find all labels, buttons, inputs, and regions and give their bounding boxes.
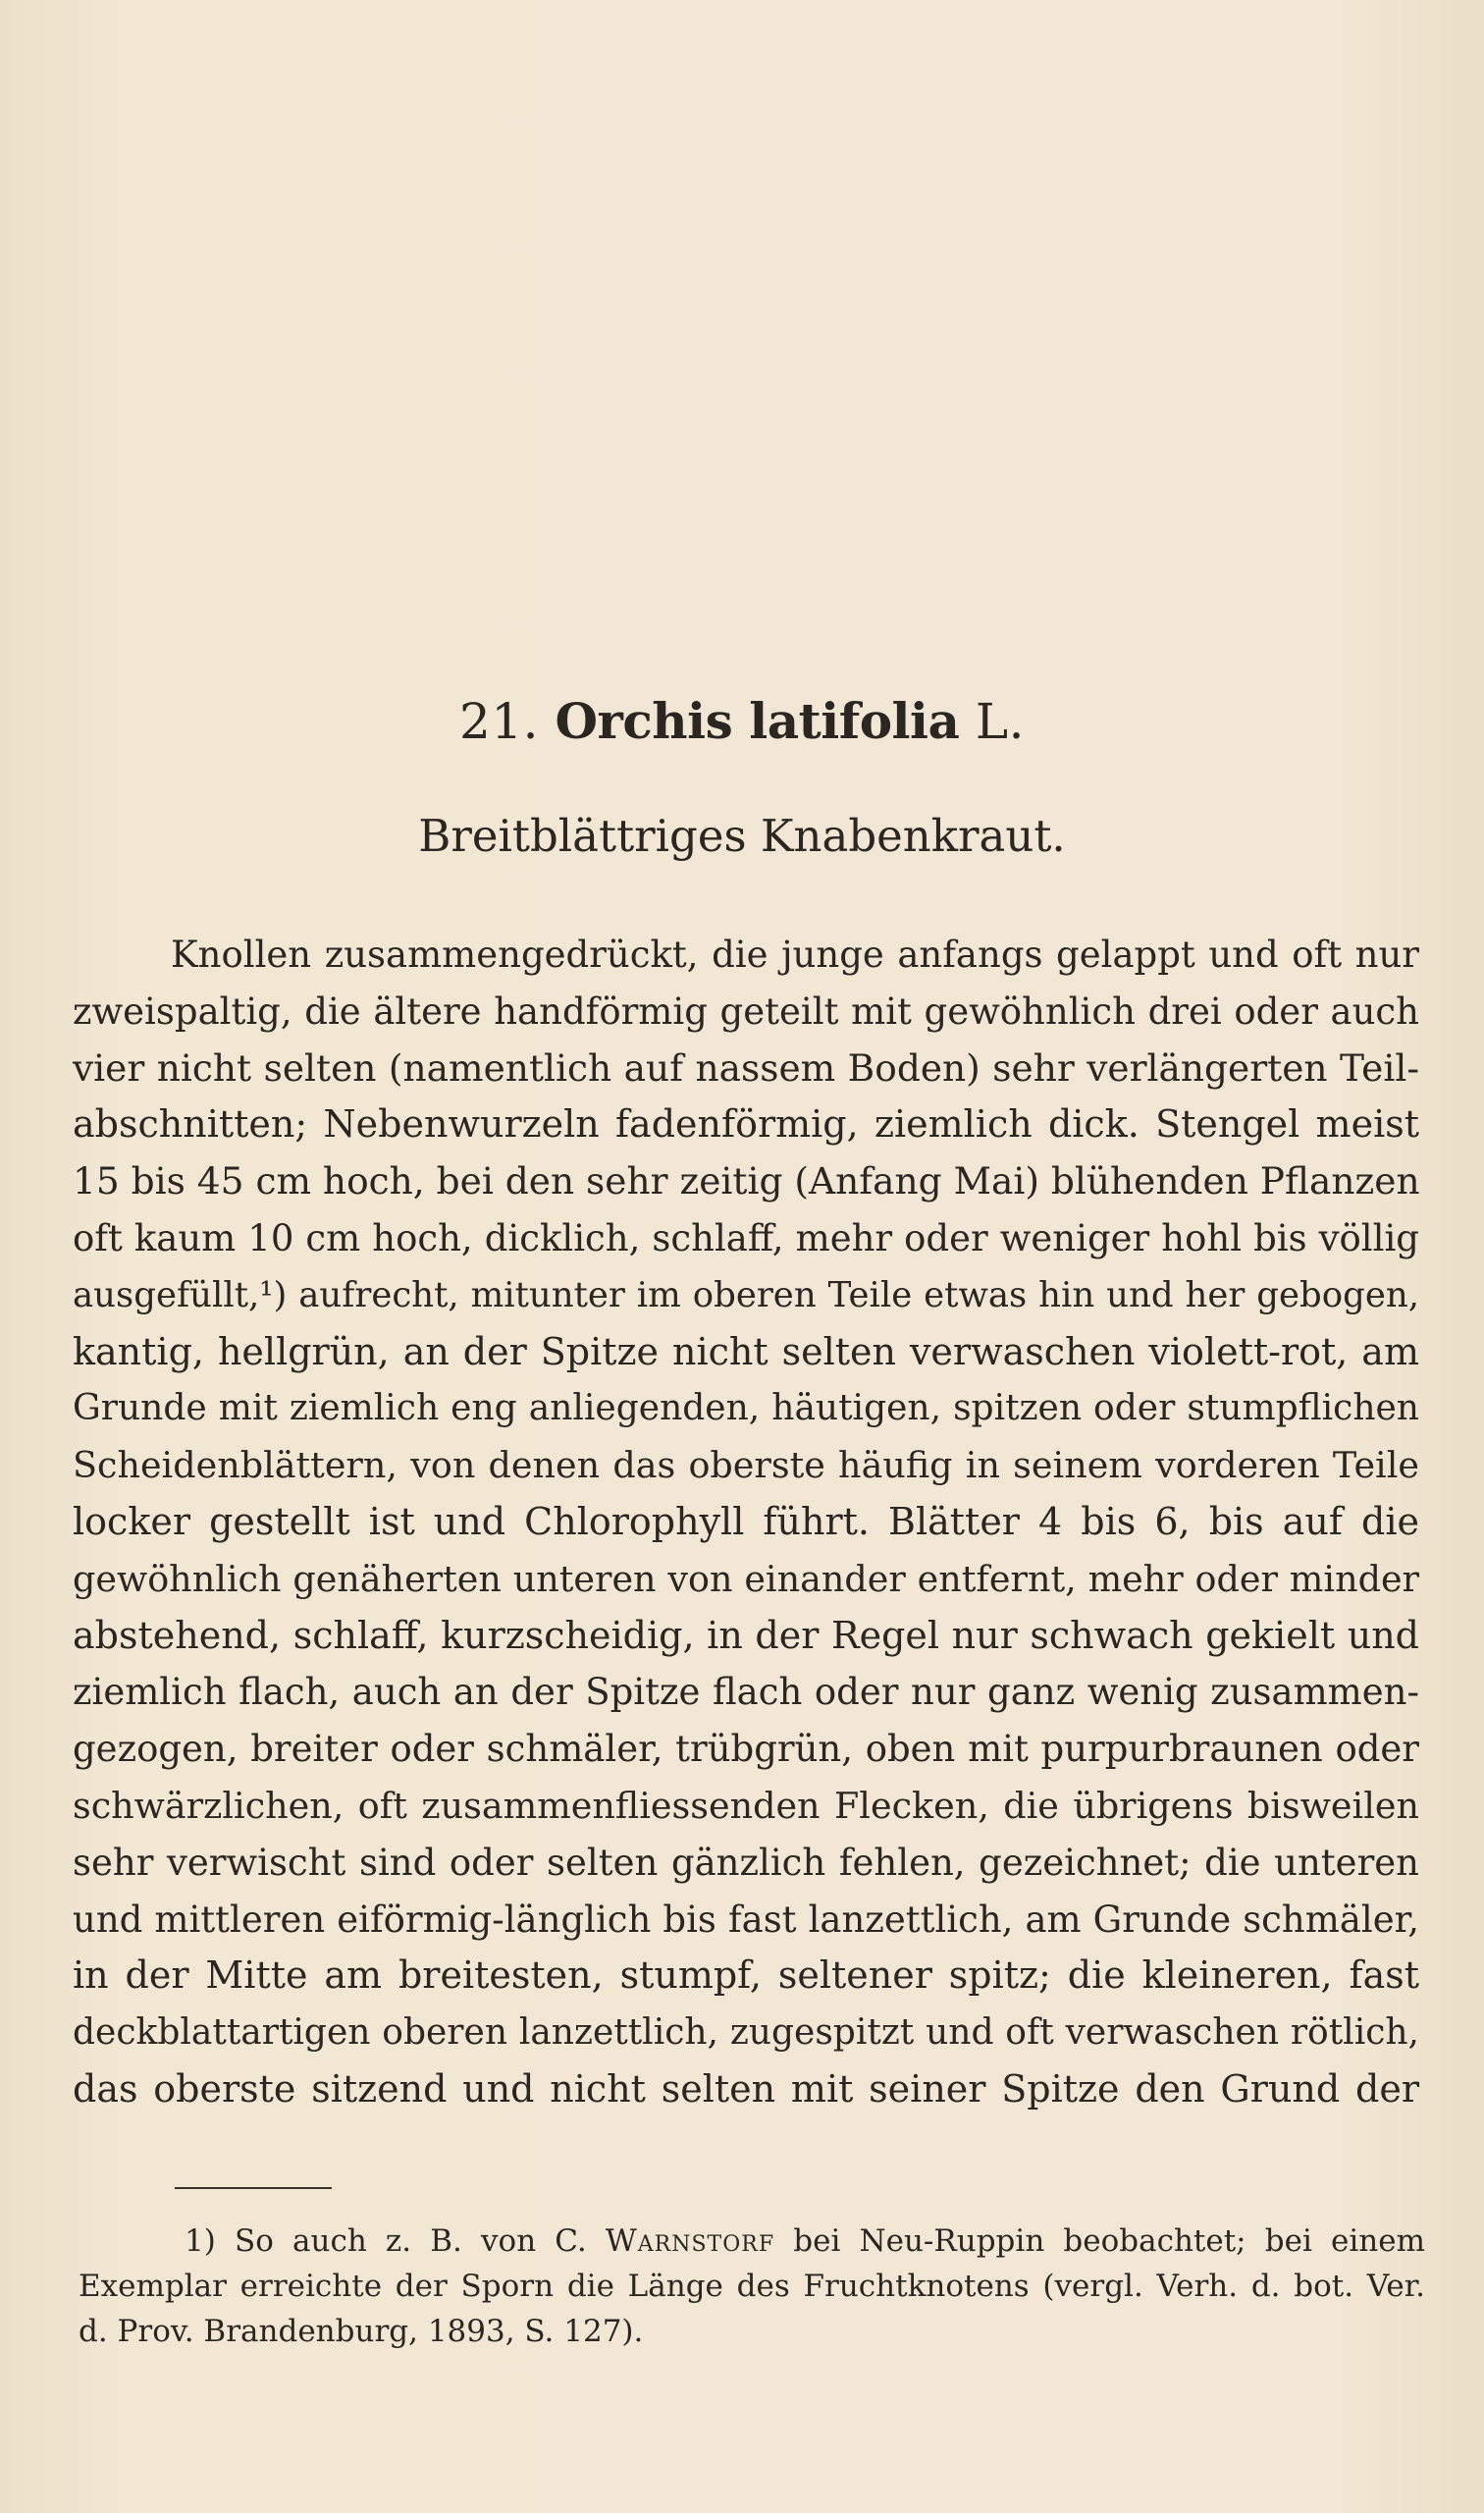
text-line: vier nicht selten (namentlich auf nassem Boden) sehr verlängerten Teil- bbox=[73, 1045, 1419, 1090]
text-line: abstehend, schlaff, kurzscheidig, in der Regel nur schwach gekielt und bbox=[73, 1613, 1419, 1657]
text-line: gewöhnlich genäherten unteren von einander entfernt, mehr oder minder bbox=[73, 1557, 1419, 1600]
common-name: Breitblättriges Knabenkraut. bbox=[418, 810, 1066, 862]
text-line: das oberste sitzend und nicht selten mit seiner Spitze den Grund der bbox=[73, 2066, 1419, 2111]
text-line: locker gestellt ist und Chlorophyll führt. Blätter 4 bis 6, bis auf die bbox=[73, 1499, 1419, 1543]
text-line: abschnitten; Nebenwurzeln fadenförmig, ziemlich dick. Stengel meist bbox=[73, 1102, 1419, 1147]
footnote-divider bbox=[175, 2187, 332, 2189]
footnote-line bbox=[79, 2219, 1425, 2264]
text-line: in der Mitte am breitesten, stumpf, seltener spitz; die kleineren, fast bbox=[73, 1953, 1419, 1998]
text-line: ausgefüllt,¹) aufrecht, mitunter im oberen Teile etwas hin und her gebogen, bbox=[73, 1274, 1419, 1315]
text-line: oft kaum 10 cm hoch, dicklich, schlaff, mehr oder weniger hohl bis völlig bbox=[73, 1216, 1419, 1259]
author-name: Warnstorf bbox=[605, 2223, 775, 2259]
footnote-line: Exemplar erreichte der Sporn die Länge des Fruchtknotens (vergl. Verh. d. bot. Ver. bbox=[79, 2269, 1425, 2304]
species-heading bbox=[0, 687, 1484, 756]
text-line: Scheidenblättern, von denen das oberste häufig in seinem vorderen Teile bbox=[73, 1444, 1419, 1487]
footnote bbox=[79, 2219, 1425, 2354]
footnote-marker: 1) bbox=[185, 2223, 216, 2259]
text-line: zweispaltig, die ältere handförmig geteilt mit gewöhnlich drei oder auch bbox=[73, 989, 1419, 1033]
text-line: ziemlich flach, auch an der Spitze flach oder nur ganz wenig zusammen- bbox=[73, 1671, 1419, 1714]
text-line: und mittleren eiförmig-länglich bis fast lanzettlich, am Grunde schmäler, bbox=[73, 1898, 1419, 1941]
species-number: 21. bbox=[459, 693, 540, 750]
text-line: 15 bis 45 cm hoch, bei den sehr zeitig (Anfang Mai) blühenden Pflanzen bbox=[73, 1159, 1420, 1203]
text-line: Grunde mit ziemlich eng anliegenden, häutigen, spitzen oder stumpflichen bbox=[73, 1388, 1419, 1429]
species-name: Orchis latifolia bbox=[555, 692, 960, 750]
footnote-text: So auch z. B. von C. bbox=[234, 2223, 587, 2259]
description-paragraph bbox=[73, 927, 1419, 2118]
species-author: L. bbox=[975, 693, 1025, 750]
footnote-text: bei Neu-Ruppin beobachtet; bei einem bbox=[793, 2223, 1425, 2259]
text-line: sehr verwischt sind oder selten gänzlich fehlen, gezeichnet; die unteren bbox=[73, 1841, 1419, 1884]
text-line: kantig, hellgrün, an der Spitze nicht selten verwaschen violett-rot, am bbox=[73, 1329, 1419, 1373]
text-line: Knollen zusammengedrückt, die junge anfangs gelappt und oft nur bbox=[171, 934, 1419, 976]
footnote-line: d. Prov. Brandenburg, 1893, S. 127). bbox=[79, 2314, 644, 2349]
text-line: gezogen, breiter oder schmäler, trübgrün, oben mit purpurbraunen oder bbox=[73, 1728, 1419, 1771]
text-line: deckblattartigen oberen lanzettlich, zugespitzt und oft verwaschen rötlich, bbox=[73, 2012, 1419, 2054]
text-line: schwärzlichen, oft zusammenfliessenden Flecken, die übrigens bisweilen bbox=[73, 1784, 1419, 1827]
